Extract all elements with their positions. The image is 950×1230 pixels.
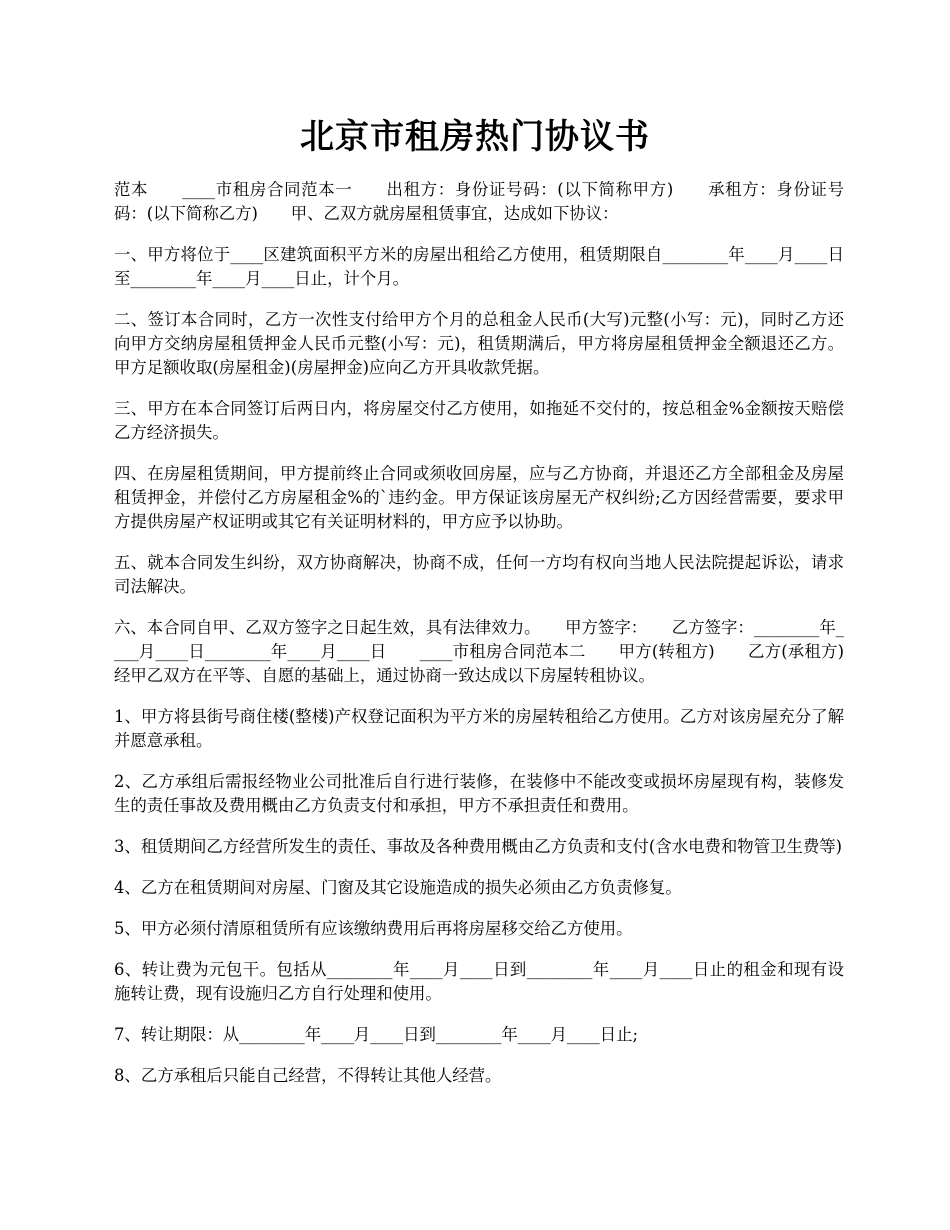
paragraph: 三、甲方在本合同签订后两日内，将房屋交付乙方使用，如拖延不交付的，按总租金%金额按天赔偿乙方经济损失。 xyxy=(114,399,844,442)
paragraph: 一、甲方将位于____区建筑面积平方米的房屋出租给乙方使用，租赁期限自________年____月____日至________年____月____日止，计个月。 xyxy=(114,245,844,288)
paragraph: 6、转让费为元包干。包括从________年____月____日到________年____月____日止的租金和现有设施转让费，现有设施归乙方自行处理和使用。 xyxy=(114,960,844,1003)
paragraph: 1、甲方将县街号商住楼(整楼)产权登记面积为平方米的房屋转租给乙方使用。乙方对该房屋充分了解并愿意承租。 xyxy=(114,707,844,750)
paragraph: 5、甲方必须付清原租赁所有应该缴纳费用后再将房屋移交给乙方使用。 xyxy=(114,919,633,938)
paragraph: 四、在房屋租赁期间，甲方提前终止合同或须收回房屋，应与乙方协商，并退还乙方全部租金及房屋租赁押金，并偿付乙方房屋租金%的`违约金。甲方保证该房屋无产权纠纷;乙方因经营需要，要求甲方提供房屋产权证明或其它有关证明材料的，甲方应予以协助。 xyxy=(114,464,844,531)
paragraph: 3、租赁期间乙方经营所发生的责任、事故及各种费用概由乙方负责和支付(含水电费和物管卫生费等) xyxy=(114,837,843,856)
document-body xyxy=(114,178,877,1105)
document-title: 北京市租房热门协议书 xyxy=(300,117,650,157)
paragraph: 五、就本合同发生纠纷，双方协商解决，协商不成，任何一方均有权向当地人民法院提起诉讼，请求司法解决。 xyxy=(114,553,844,596)
paragraph: 二、签订本合同时，乙方一次性支付给甲方个月的总租金人民币(大写)元整(小写：元)，同时乙方还向甲方交纳房屋租赁押金人民币元整(小写：元)，租赁期满后，甲方将房屋租赁押金全额退还乙方。甲方足额收取(房屋租金)(房屋押金)应向乙方开具收款凭据。 xyxy=(114,310,844,377)
paragraph: 4、乙方在租赁期间对房屋、门窗及其它设施造成的损失必须由乙方负责修复。 xyxy=(114,878,682,897)
paragraph: 2、乙方承组后需报经物业公司批准后自行进行装修，在装修中不能改变或损坏房屋现有构，装修发生的责任事故及费用概由乙方负责支付和承担，甲方不承担责任和费用。 xyxy=(114,772,844,815)
paragraph: 7、转让期限：从________年____月____日到________年____月____日止; xyxy=(114,1025,639,1044)
paragraph: 范本 ____市租房合同范本一 出租方：身份证号码：(以下简称甲方) 承租方：身份证号码：(以下简称乙方) 甲、乙双方就房屋租赁事宜，达成如下协议： xyxy=(114,180,844,223)
paragraph: 六、本合同自甲、乙双方签字之日起生效，具有法律效力。 甲方签字： 乙方签字：________年____月____日________年____月____日 ____市租房合同范本二 甲方(转租方) 乙方(承租方) 经甲乙双方在平等、自愿的基础上，通过协商一致达成以下房屋转租协议。 xyxy=(114,618,877,685)
paragraph: 8、乙方承租后只能自己经营，不得转让其他人经营。 xyxy=(114,1066,502,1085)
